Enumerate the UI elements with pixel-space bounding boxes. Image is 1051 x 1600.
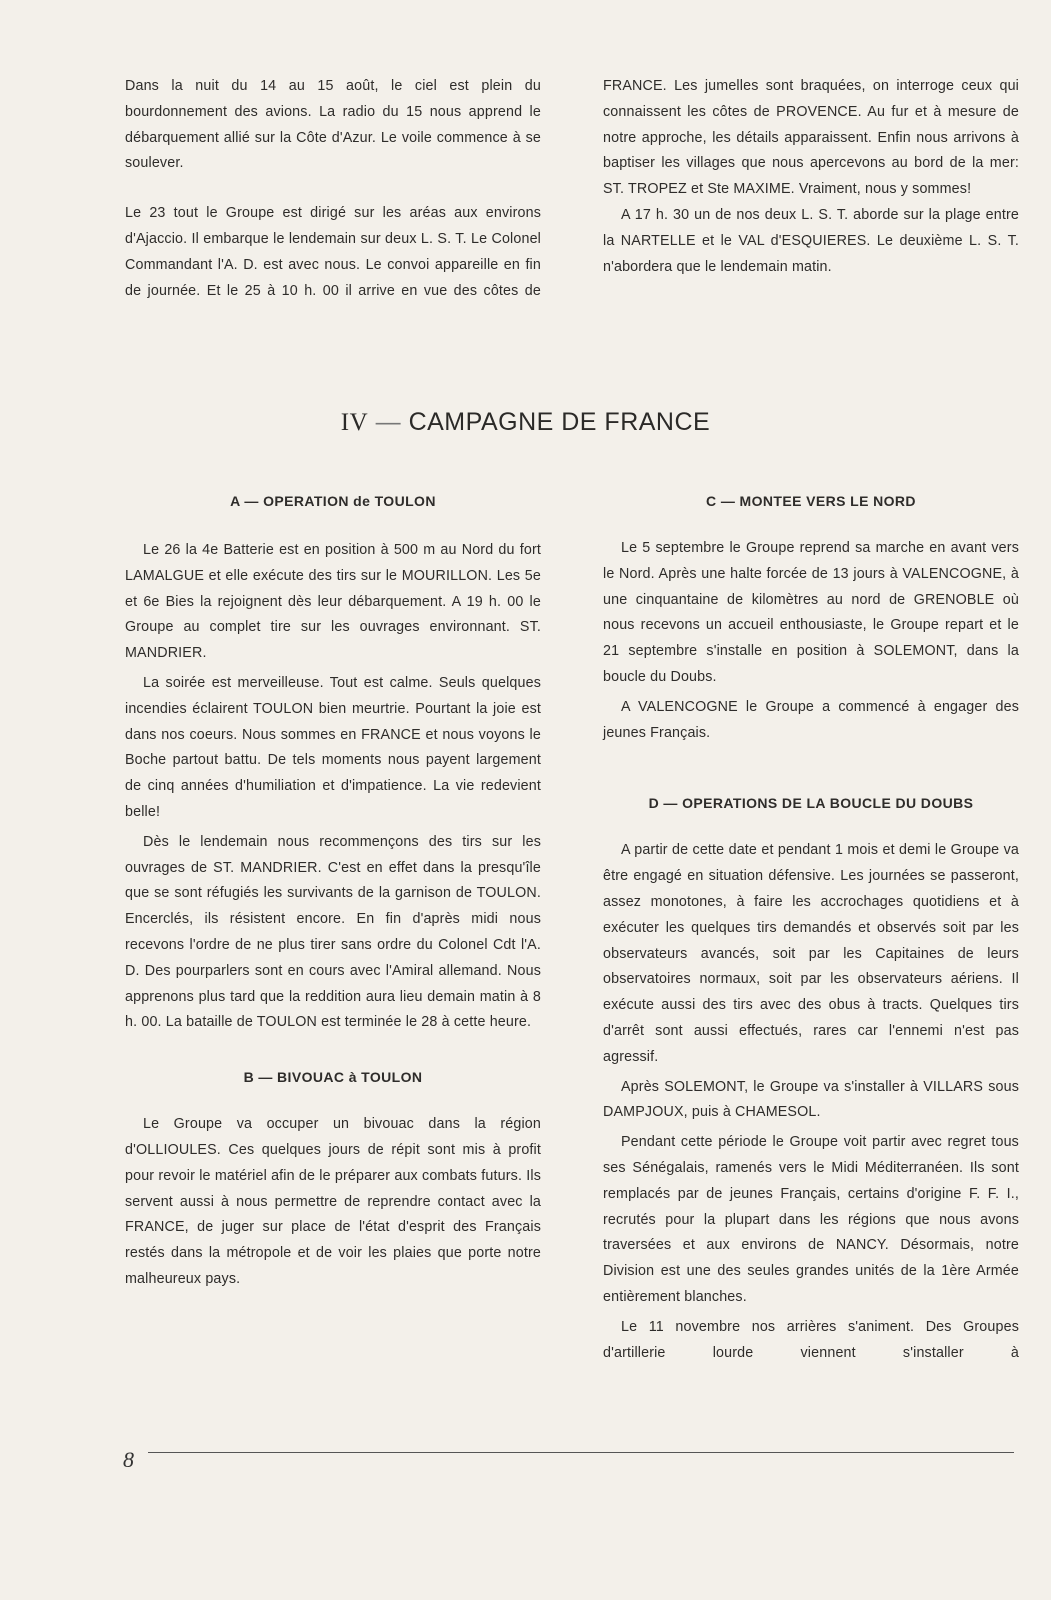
paragraph: Le 26 la 4e Batterie est en position à 500 m au Nord du fort LAMALGUE et elle exécute des tirs sur le MOURILLON. Les 5e et 6e Bies la rejoignent dès leur débarquement. A 19 h. 00 le Groupe au complet tire sur les ouvrages environnant. ST. MANDRIER.	[125, 542, 541, 662]
paragraph: Le 23 tout le Groupe est dirigé sur les aréas aux environs d'Ajaccio. Il embarque le lendemain sur deux L. S. T. Le Colonel Commandant l'A. D. est avec nous. Le convoi appareille en fin de journée. Et le 25 à 10 h. 00 il arrive en vue des côtes de	[125, 205, 541, 299]
intro-left-column	[125, 74, 541, 304]
paragraph: A partir de cette date et pendant 1 mois et demi le Groupe va être engagé en situation défensive. Les journées se passeront, assez monotones, à faire les accrochages quotidiens et à exécuter les quelques tirs demandés et observés soit par les observateurs avancés, soit par les Capitaines de leurs observatoires normaux, soit par les observateurs aériens. Il exécute aussi des tirs avec des obus à tracts. Quelques tirs d'arrêt sont aussi effectués, rares car l'ennemi n'est pas agressif.	[603, 842, 1019, 1065]
right-column	[603, 488, 1019, 1366]
paragraph: Après SOLEMONT, le Groupe va s'installer à VILLARS sous DAMPJOUX, puis à CHAMESOL.	[603, 1078, 1019, 1121]
paragraph: Le 5 septembre le Groupe reprend sa marche en avant vers le Nord. Après une halte forcée de 13 jours à VALENCOGNE, à une cinquantaine de kilomètres au nord de GRENOBLE où nous recevons un accueil enthousiaste, le Groupe repart et le 21 septembre s'installe en position à SOLEMONT, dans la boucle du Doubs.	[603, 540, 1019, 685]
paragraph: La soirée est merveilleuse. Tout est calme. Seuls quelques incendies éclairent TOULON bien meurtrie. Pourtant la joie est dans nos coeurs. Nous sommes en FRANCE et nous voyons le Boche partout battu. De tels moments nous payent largement de cinq années d'humiliation et d'impatience. La vie redevient belle!	[125, 674, 541, 820]
left-column	[125, 488, 541, 1293]
chapter-number: IV	[340, 409, 369, 436]
chapter-dash: —	[375, 408, 402, 436]
page-number: 8	[123, 1447, 134, 1472]
section-a-title: A — OPERATION de TOULON	[230, 493, 436, 509]
section-b-title: B — BIVOUAC à TOULON	[243, 1069, 423, 1086]
paragraph: Dans la nuit du 14 au 15 août, le ciel est plein du bourdonnement des avions. La radio du 15 nous apprend le débarquement allié sur la Côte d'Azur. Le voile commence à se soulever.	[125, 78, 541, 172]
paragraph: Le Groupe va occuper un bivouac dans la région d'OLLIOULES. Ces quelques jours de répit sont mis à profit pour revoir le matériel afin de le préparer aux combats futurs. Ils servent aussi à nous permettre de reprendre contact avec la FRANCE, de juger sur place de l'état d'esprit des Français restés dans la métropole et de voir les plaies que porte notre malheureux pays.	[125, 1116, 541, 1287]
paragraph: A 17 h. 30 un de nos deux L. S. T. aborde sur la plage entre la NARTELLE et le VAL d'ESQUIERES. Le deuxième L. S. T. n'abordera que le lendemain matin.	[603, 206, 1019, 275]
paragraph: Le 11 novembre nos arrières s'animent. Des Groupes d'artillerie lourde viennent s'installer à	[603, 1318, 1019, 1361]
paragraph: FRANCE. Les jumelles sont braquées, on interroge ceux qui connaissent les côtes de PROVENCE. Au fur et à mesure de notre approche, les détails apparaissent. Enfin nous arrivons à baptiser les villages que nous apercevons au bord de la mer: ST. TROPEZ et Ste MAXIME. Vraiment, nous y sommes!	[603, 78, 1019, 198]
section-d-title: D — OPERATIONS DE LA BOUCLE DU DOUBS	[648, 795, 974, 812]
paragraph: Dès le lendemain nous recommençons des tirs sur les ouvrages de ST. MANDRIER. C'est en effet dans la presqu'île que se sont réfugiés les survivants de la garnison de TOULON. Encerclés, ils résistent encore. En fin d'après midi nous recevons l'ordre de ne plus tirer sans ordre du Colonel Cdt l'A. D. Des pourparlers sont en cours avec l'Amiral allemand. Nous apprenons plus tard que la reddition aura lieu demain matin à 8 h. 00. La bataille de TOULON est terminée le 28 à cette heure.	[125, 833, 541, 1031]
footer-rule	[148, 1452, 1014, 1453]
intro-right-column	[603, 74, 1019, 280]
chapter-heading	[0, 408, 1051, 437]
paragraph: A VALENCOGNE le Groupe a commencé à engager des jeunes Français.	[603, 698, 1019, 741]
paragraph: Pendant cette période le Groupe voit partir avec regret tous ses Sénégalais, ramenés vers le Midi Méditerranéen. Ils sont remplacés par de jeunes Français, certains d'origine F. F. I., recrutés pour la plupart dans les régions que nous avons traversées et aux environs de NANCY. Désormais, notre Division est une des seules grandes unités de la 1ère Armée entièrement blanches.	[603, 1134, 1019, 1305]
section-c-title: C — MONTEE VERS LE NORD	[706, 493, 916, 509]
chapter-title: CAMPAGNE DE FRANCE	[408, 408, 711, 436]
